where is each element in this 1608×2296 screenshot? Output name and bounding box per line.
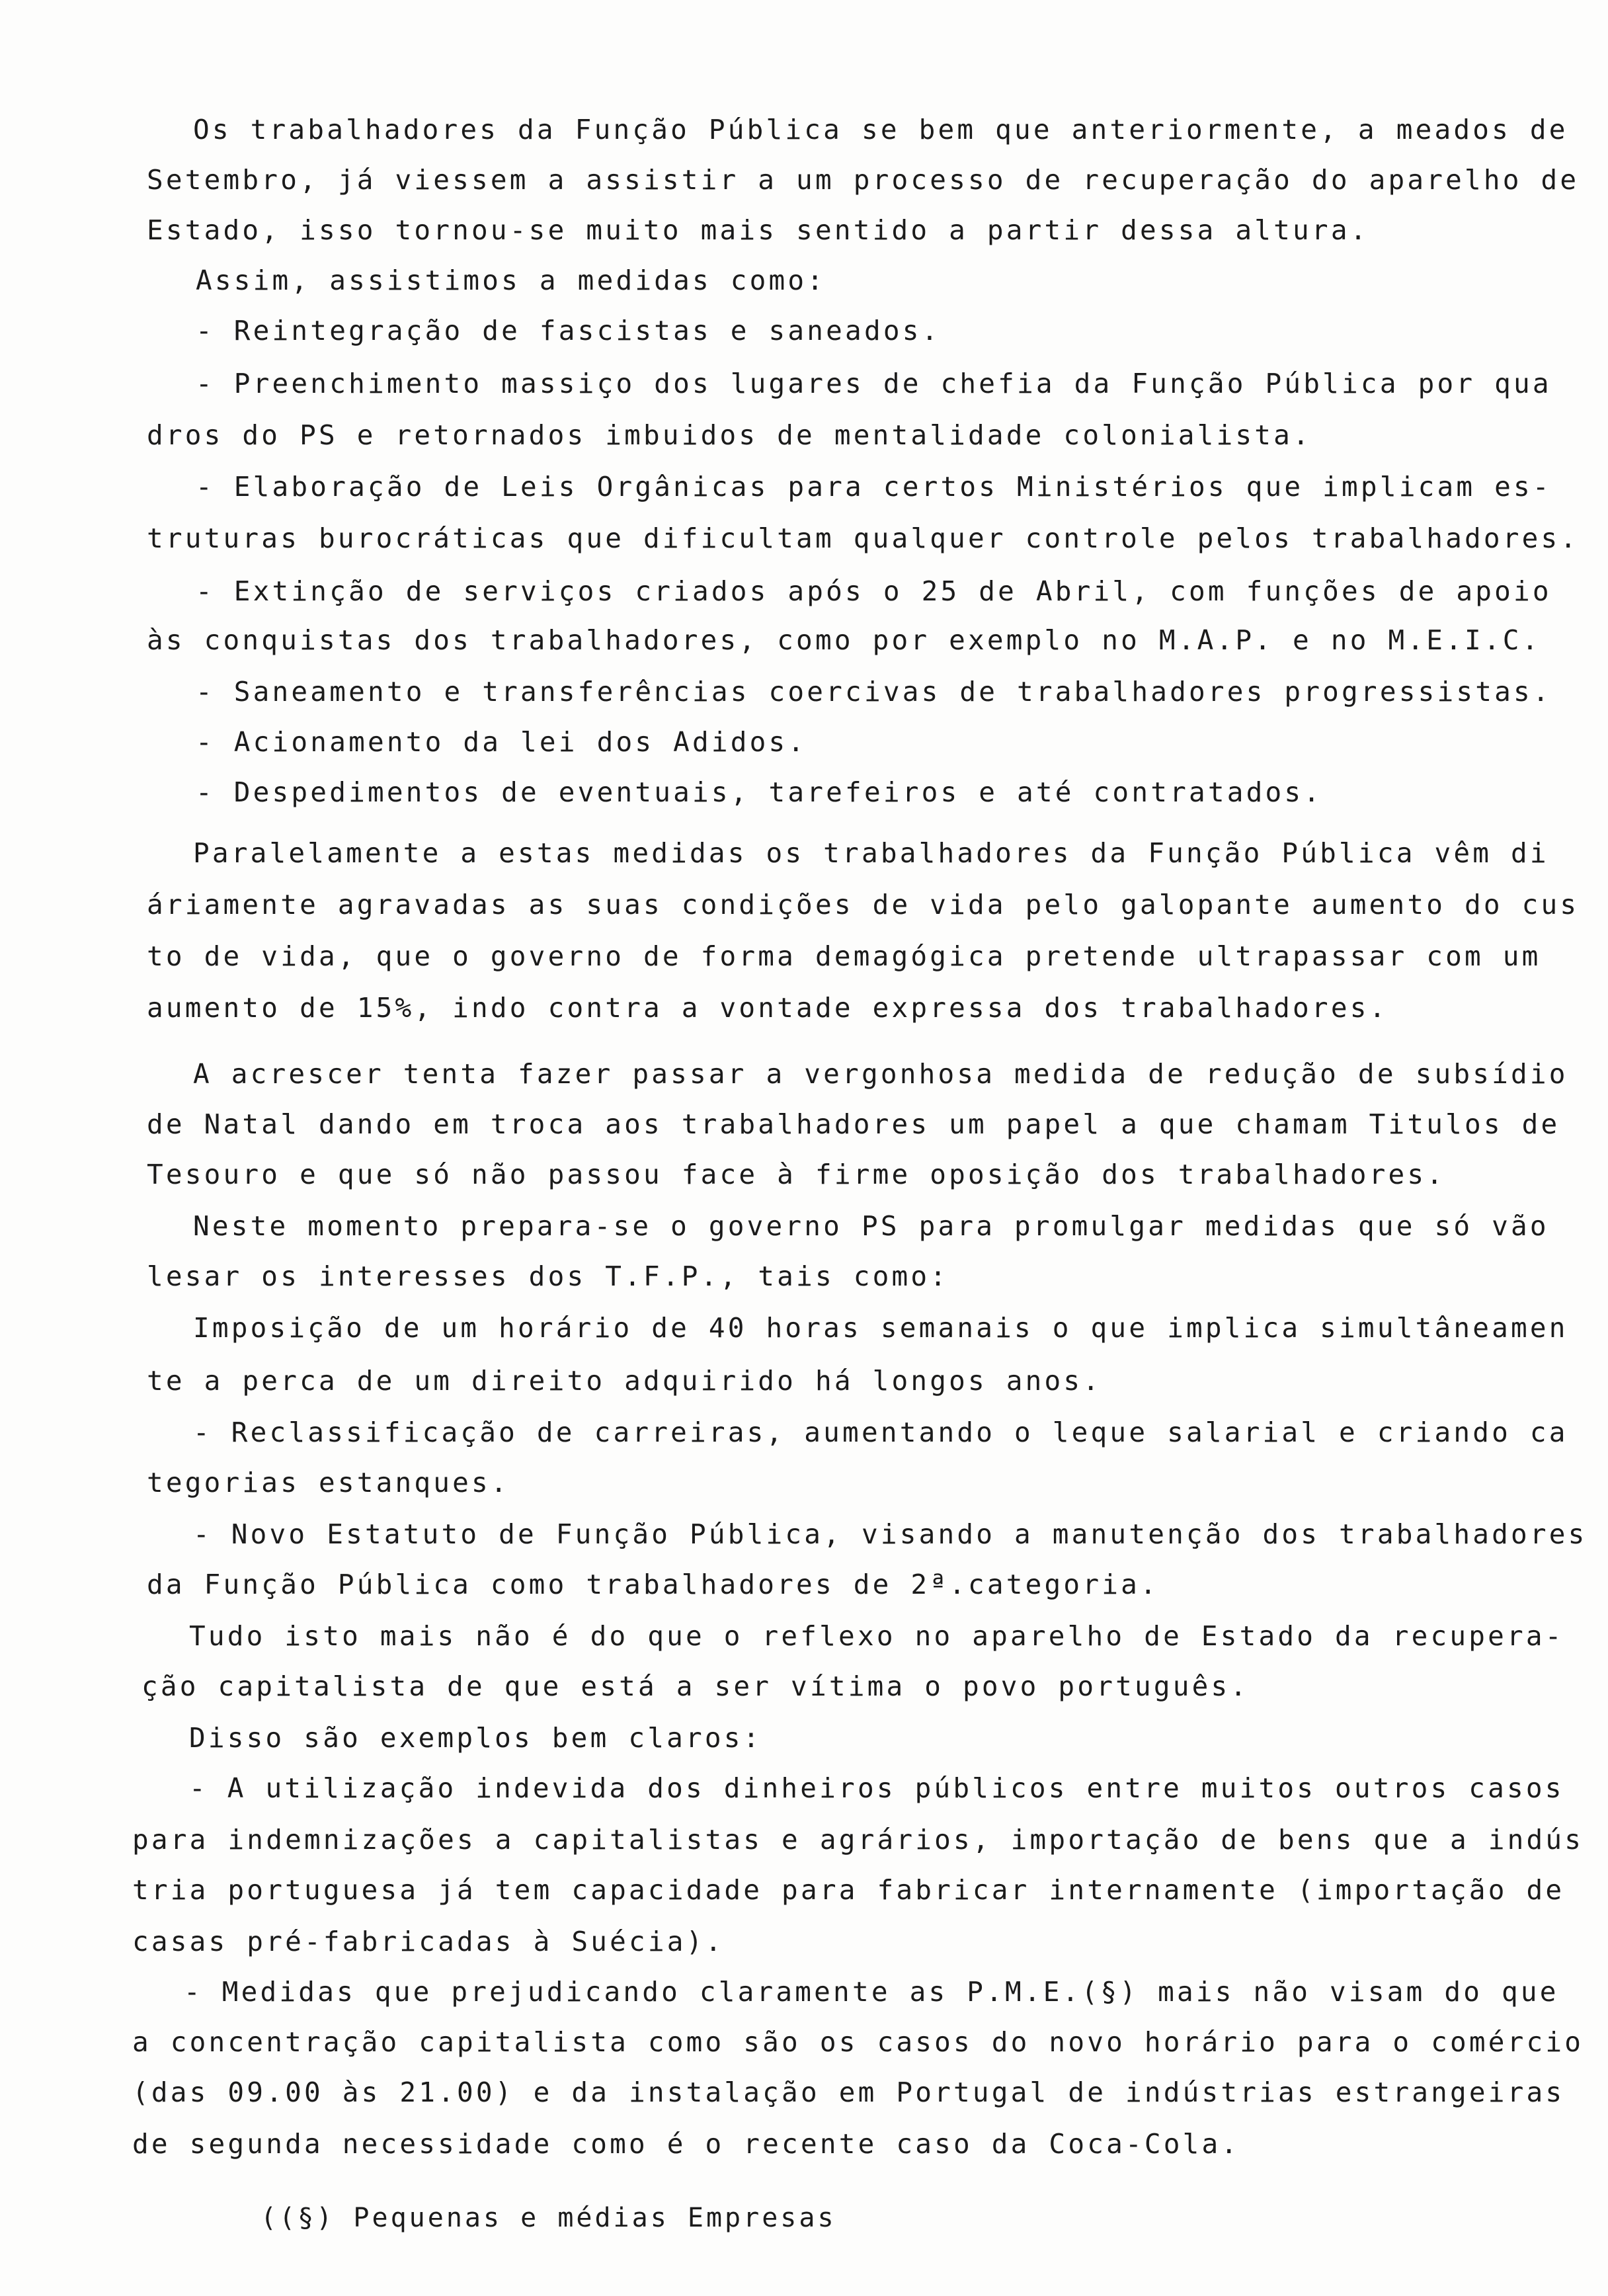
- text-line: Paralelamente a estas medidas os trabalhadores da Função Pública vêm di: [193, 837, 1549, 869]
- text-line: dros do PS e retornados imbuidos de mentalidade colonialista.: [147, 419, 1312, 451]
- text-line: - Reintegração de fascistas e saneados.: [196, 315, 941, 347]
- text-line: Imposição de um horário de 40 horas semanais o que implica simultâneamen: [193, 1312, 1568, 1344]
- text-line: Tesouro e que só não passou face à firme oposição dos trabalhadores.: [147, 1159, 1446, 1190]
- text-line: Neste momento prepara-se o governo PS para promulgar medidas que só vão: [193, 1210, 1549, 1242]
- text-line: Estado, isso tornou-se muito mais sentido a partir dessa altura.: [147, 214, 1369, 246]
- text-line: - A utilização indevida dos dinheiros públicos entre muitos outros casos: [189, 1772, 1564, 1804]
- footnote: ((§) Pequenas e médias Empresas: [261, 2203, 836, 2233]
- text-line: áriamente agravadas as suas condições de vida pelo galopante aumento do cus: [147, 889, 1580, 921]
- text-line: para indemnizações a capitalistas e agrários, importação de bens que a indús: [132, 1824, 1584, 1856]
- text-line: - Saneamento e transferências coercivas de trabalhadores progressistas.: [196, 676, 1552, 708]
- text-line: ção capitalista de que está a ser vítima o povo português.: [141, 1670, 1250, 1702]
- text-line: da Função Pública como trabalhadores de 2ª.categoria.: [147, 1569, 1159, 1600]
- text-line: de segunda necessidade como é o recente caso da Coca-Cola.: [132, 2128, 1240, 2160]
- text-line: lesar os interesses dos T.F.P., tais como:: [147, 1260, 949, 1292]
- text-line: de Natal dando em troca aos trabalhadores um papel a que chamam Titulos de: [147, 1108, 1560, 1140]
- text-line: casas pré-fabricadas à Suécia).: [132, 1926, 725, 1957]
- text-line: truturas burocráticas que dificultam qualquer controle pelos trabalhadores.: [147, 522, 1580, 554]
- text-line: aumento de 15%, indo contra a vontade expressa dos trabalhadores.: [147, 992, 1388, 1024]
- text-line: - Acionamento da lei dos Adidos.: [196, 726, 807, 758]
- text-line: Setembro, já viessem a assistir a um processo de recuperação do aparelho de: [147, 164, 1580, 196]
- text-line: tria portuguesa já tem capacidade para fabricar internamente (importação de: [132, 1874, 1565, 1906]
- text-line: to de vida, que o governo de forma demagógica pretende ultrapassar com um: [147, 940, 1541, 972]
- text-line: Disso são exemplos bem claros:: [189, 1722, 762, 1754]
- text-line: - Extinção de serviços criados após o 25 de Abril, com funções de apoio: [196, 575, 1552, 607]
- text-line: Assim, assistimos a medidas como:: [196, 265, 826, 296]
- text-line: Tudo isto mais não é do que o reflexo no aparelho de Estado da recupera-: [189, 1620, 1564, 1652]
- text-line: te a perca de um direito adquirido há longos anos.: [147, 1365, 1102, 1397]
- text-line: (das 09.00 às 21.00) e da instalação em Portugal de indústrias estrangeiras: [132, 2076, 1565, 2108]
- text-line: tegorias estanques.: [147, 1467, 510, 1498]
- text-line: às conquistas dos trabalhadores, como por exemplo no M.A.P. e no M.E.I.C.: [147, 624, 1541, 656]
- text-line: a concentração capitalista como são os casos do novo horário para o comércio: [132, 2026, 1584, 2058]
- text-line: - Reclassificação de carreiras, aumentando o leque salarial e criando ca: [193, 1416, 1568, 1448]
- text-line: - Medidas que prejudicando claramente as P.M.E.(§) mais não visam do que: [184, 1976, 1559, 2008]
- text-line: A acrescer tenta fazer passar a vergonhosa medida de redução de subsídio: [193, 1058, 1568, 1090]
- text-line: - Despedimentos de eventuais, tarefeiros e até contratados.: [196, 776, 1323, 808]
- text-line: - Preenchimento massiço dos lugares de chefia da Função Pública por qua: [196, 368, 1552, 399]
- text-line: - Elaboração de Leis Orgânicas para certos Ministérios que implicam es-: [196, 471, 1552, 503]
- text-line: Os trabalhadores da Função Pública se bem que anteriormente, a meados de: [193, 114, 1568, 145]
- text-line: - Novo Estatuto de Função Pública, visando a manutenção dos trabalhadores: [193, 1518, 1588, 1550]
